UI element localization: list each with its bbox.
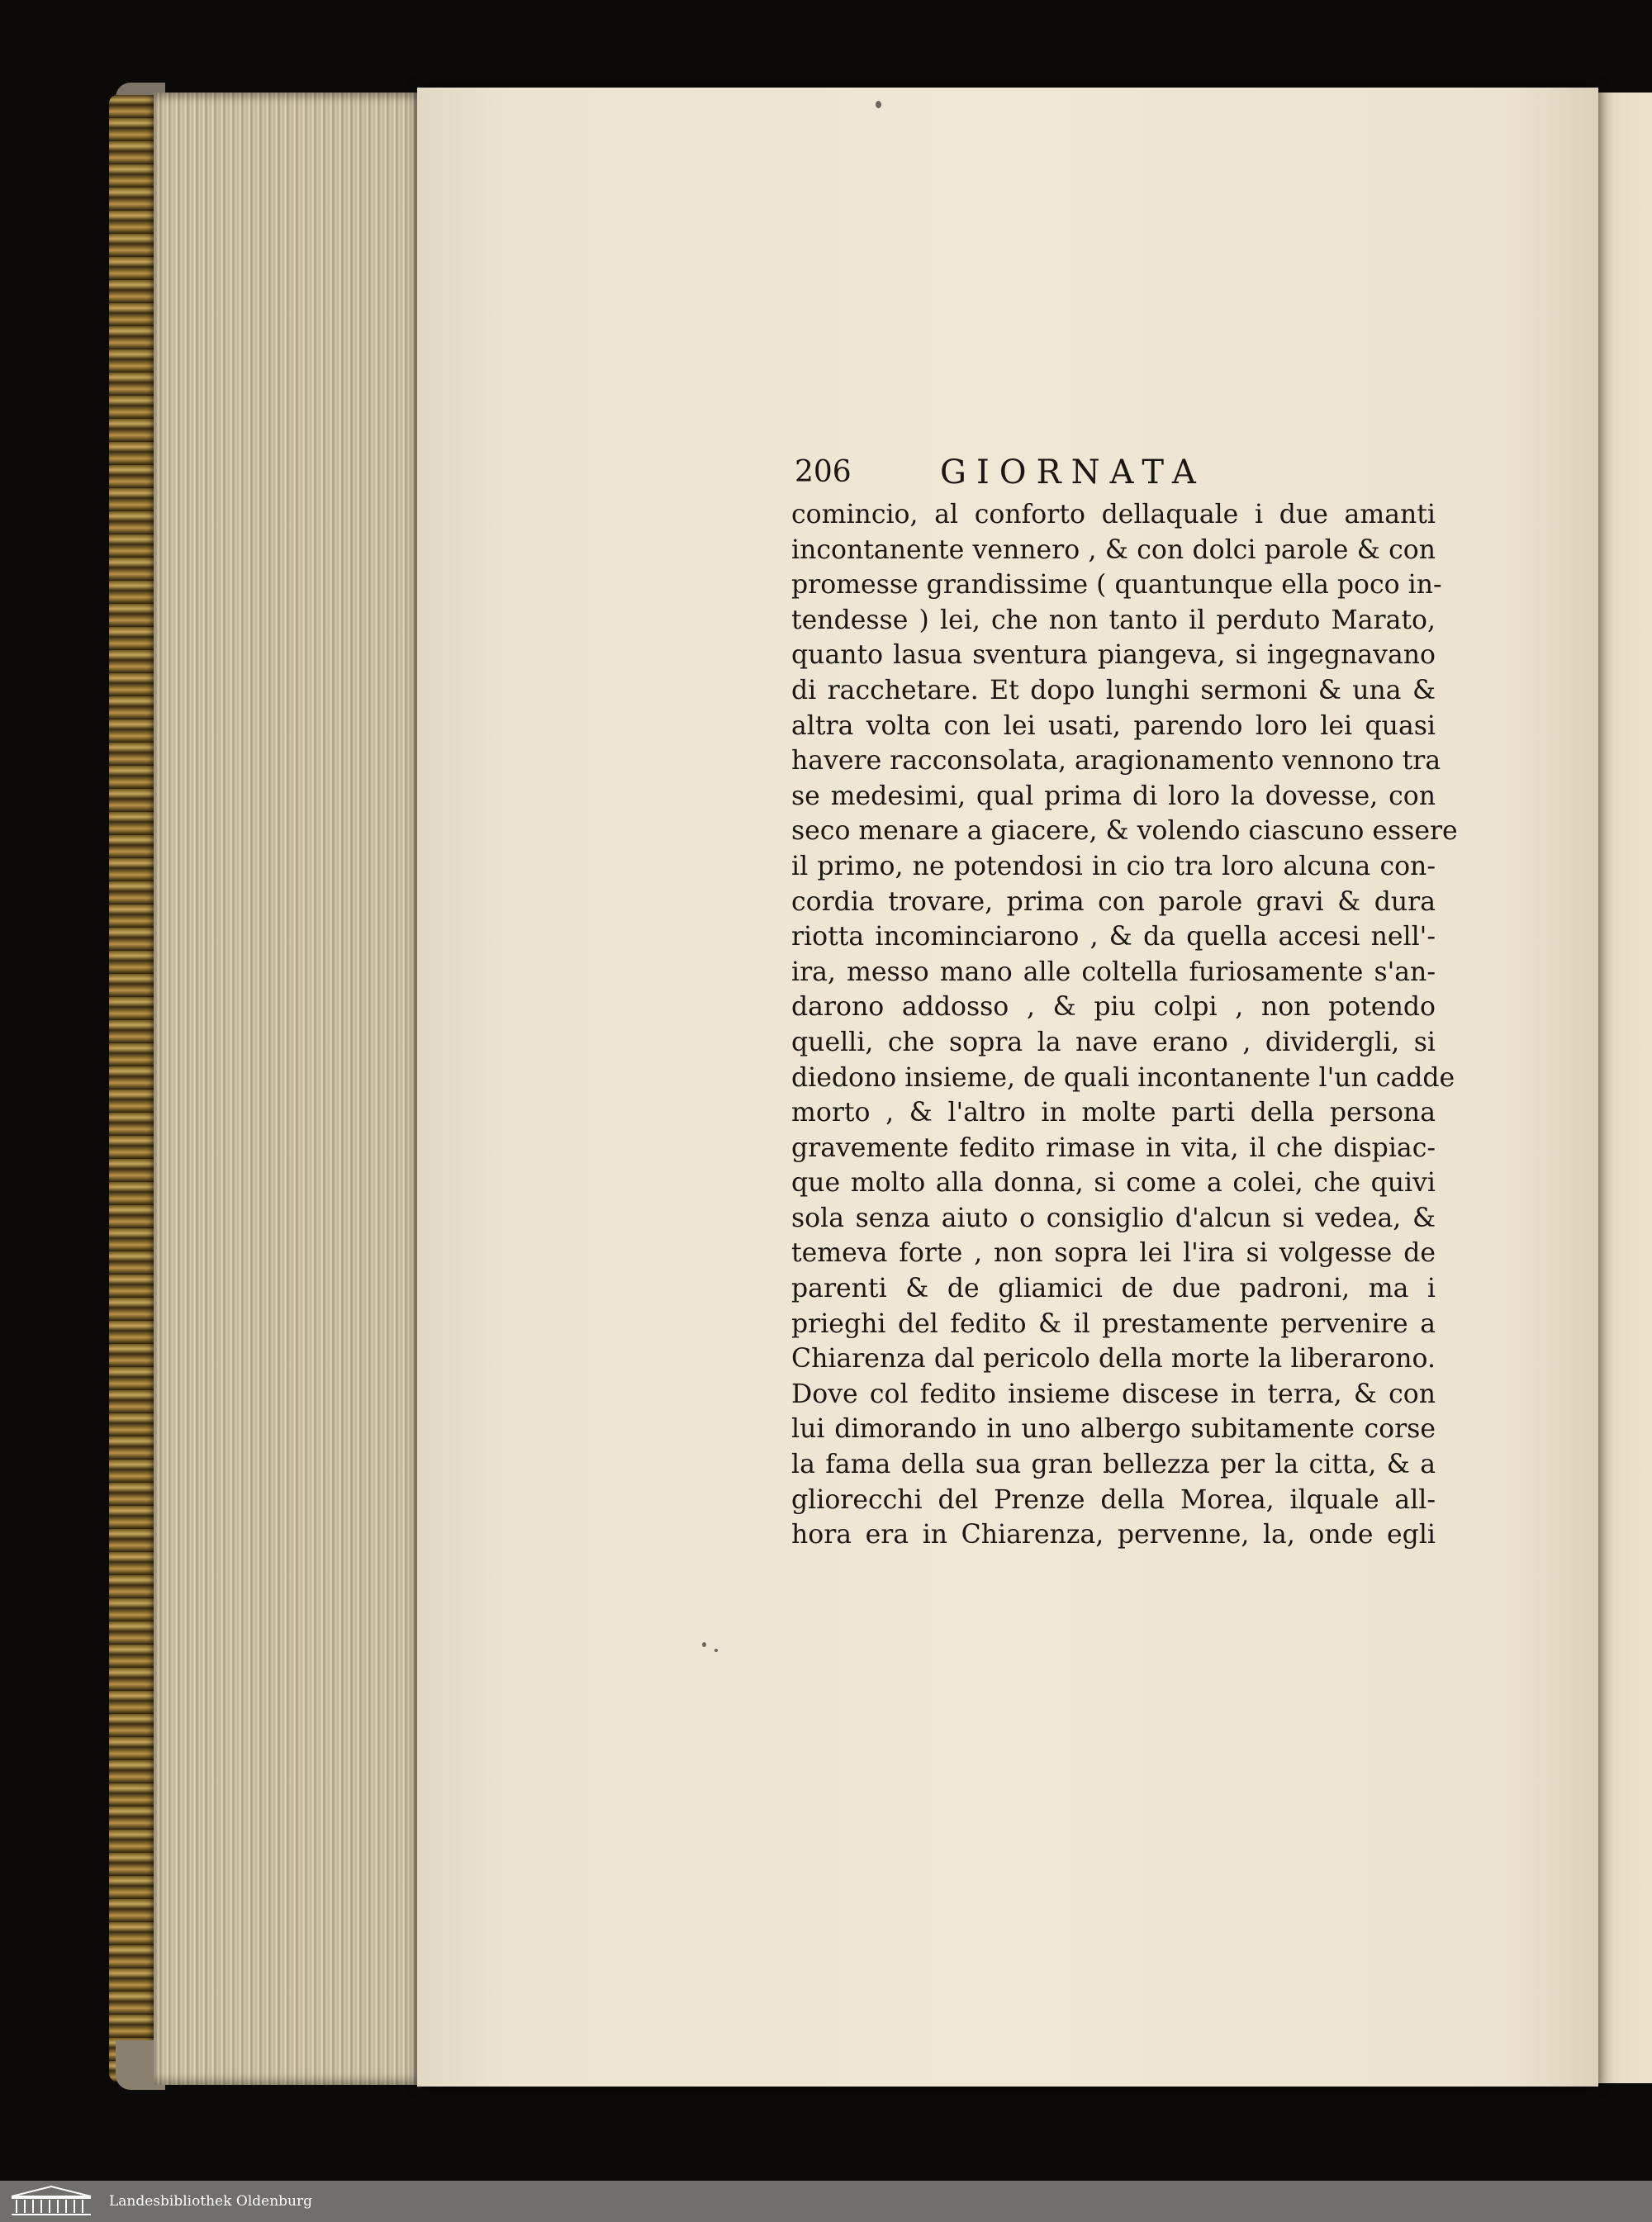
- library-building-icon[interactable]: [8, 2185, 94, 2218]
- text-line: temeva forte , non sopra lei l'ira si volgesse de: [791, 1238, 1436, 1269]
- footer-bar: [0, 2181, 1652, 2222]
- text-line: darono addosso , & piu colpi , non potendo: [791, 992, 1436, 1023]
- text-line: la fama della sua gran bellezza per la citta, & a: [791, 1450, 1436, 1480]
- text-line: promesse grandissime ( quantunque ella poco in-: [791, 570, 1442, 601]
- text-line: cordia trovare, prima con parole gravi & dura: [791, 886, 1436, 917]
- text-line: lui dimorando in uno albergo subitamente corse: [791, 1414, 1436, 1445]
- text-line: sola senza aiuto o consiglio d'alcun si vedea, &: [791, 1203, 1436, 1233]
- text-line: gravemente fedito rimase in vita, il che dispiac-: [791, 1132, 1436, 1163]
- text-line: il primo, ne potendosi in cio tra loro alcuna con-: [791, 851, 1436, 881]
- text-line: parenti & de gliamici de due padroni, ma i: [791, 1274, 1436, 1304]
- gilded-spine: [109, 95, 155, 2082]
- text-line: altra volta con lei usati, parendo loro lei quasi: [791, 710, 1436, 741]
- text-line: riotta incominciarono , & da quella accesi nell'-: [791, 922, 1436, 952]
- text-line: quanto lasua sventura piangeva, si ingegnavano: [791, 640, 1436, 671]
- text-line: tendesse ) lei, che non tanto il perduto Marato,: [791, 605, 1436, 635]
- text-line: se medesimi, qual prima di loro la dovesse, con: [791, 781, 1436, 811]
- library-name[interactable]: Landesbibliothek Oldenburg: [109, 2193, 313, 2210]
- text-line: comincio, al conforto dellaquale i due amanti: [791, 500, 1436, 529]
- text-line: que molto alla donna, si come a colei, che quivi: [791, 1168, 1436, 1199]
- text-line: seco menare a giacere, & volendo ciascuno essere: [791, 816, 1458, 847]
- text-line: Dove col fedito insieme discese in terra, & con: [791, 1379, 1436, 1409]
- ink-spot: [702, 1642, 706, 1647]
- text-line: quelli, che sopra la nave erano , dividergli, si: [791, 1027, 1436, 1057]
- text-line: Chiarenza dal pericolo della morte la liberarono.: [791, 1344, 1436, 1375]
- text-line: di racchetare. Et dopo lunghi sermoni & una &: [791, 675, 1436, 705]
- text-line: incontanente vennero , & con dolci parole & con: [791, 534, 1436, 565]
- running-head: GIORNATA: [940, 453, 1206, 491]
- facing-page-edge: [1596, 93, 1652, 2083]
- page-edges: [154, 93, 418, 2085]
- ink-spot: [714, 1649, 718, 1652]
- page-header: [791, 453, 1436, 492]
- body-text: [791, 497, 1458, 1553]
- text-line: ira, messo mano alle coltella furiosamente s'an-: [791, 957, 1436, 987]
- text-line: gliorecchi del Prenze della Morea, ilquale all-: [791, 1484, 1436, 1515]
- text-line: havere racconsolata, aragionamento vennono tra: [791, 746, 1441, 776]
- ink-spot: [876, 101, 881, 108]
- text-line: diedono insieme, de quali incontanente l'un cadde: [791, 1062, 1455, 1093]
- text-line: morto , & l'altro in molte parti della persona: [791, 1098, 1436, 1128]
- text-line: prieghi del fedito & il prestamente pervenire a: [791, 1308, 1436, 1339]
- page-number: 206: [795, 455, 852, 489]
- text-block: [791, 453, 1458, 1553]
- text-line: hora era in Chiarenza, pervenne, la, onde egli: [791, 1520, 1436, 1550]
